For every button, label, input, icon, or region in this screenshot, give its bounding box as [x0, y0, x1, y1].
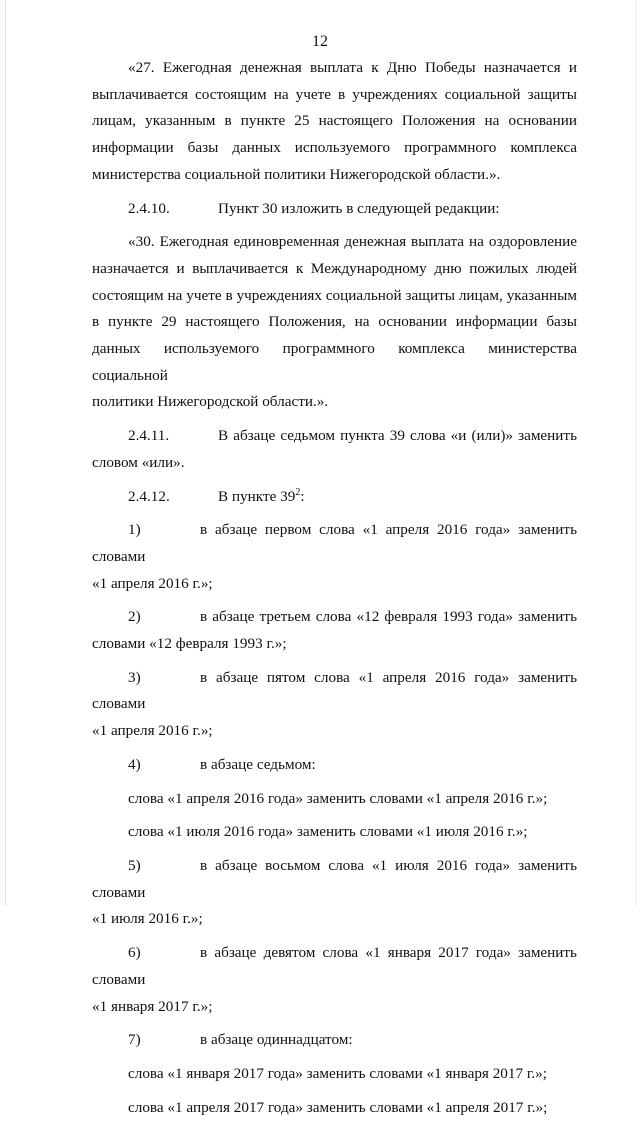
paragraph-item-27	[92, 55, 577, 189]
list-item-1	[92, 517, 577, 597]
list-item-5	[92, 853, 577, 933]
clause-2-4-11	[92, 423, 577, 476]
list-number: 1)	[128, 521, 141, 539]
text-line: назначается и выплачивается к Международному дню пожилых людей	[92, 259, 577, 277]
list-number: 7)	[128, 1031, 141, 1049]
text-line	[92, 940, 577, 993]
clause-number: 2.4.10.	[128, 199, 170, 217]
clause-2-4-10	[92, 196, 577, 223]
list-item-4	[92, 752, 577, 779]
list-text: в абзаце первом слова «1 апреля 2016 года» заменить словами	[92, 521, 577, 565]
sub-item: слова «1 января 2017 года» заменить словами «1 января 2017 г.»;	[128, 1064, 547, 1082]
sub-item: слова «1 апреля 2016 года» заменить словами «1 апреля 2016 г.»;	[128, 789, 548, 807]
sub-item: слова «1 июля 2016 года» заменить словами «1 июля 2016 г.»;	[128, 823, 528, 841]
right-margin-scan-edge	[635, 0, 636, 905]
list-item-7	[92, 1027, 577, 1054]
text-line: данных используемого программного комплекса министерства социальной	[92, 340, 577, 384]
text-line	[92, 423, 577, 450]
clause-2-4-12	[92, 484, 577, 511]
text-line	[92, 517, 577, 570]
text-line: информации базы данных используемого программного комплекса	[92, 139, 577, 157]
clause-number: 2.4.11.	[128, 427, 170, 445]
list-text: в абзаце третьем слова «12 февраля 1993 года» заменить	[200, 608, 577, 626]
page-number: 12	[312, 33, 328, 50]
text-line: «1 апреля 2016 г.»;	[92, 722, 213, 740]
text-line: «1 апреля 2016 г.»;	[92, 574, 213, 592]
text-line: «1 июля 2016 г.»;	[92, 910, 203, 928]
list-number: 2)	[128, 608, 141, 626]
text-line: «1 января 2017 г.»;	[92, 997, 213, 1015]
text-line	[92, 604, 577, 631]
list-text: в абзаце пятом слова «1 апреля 2016 года» заменить словами	[92, 668, 577, 713]
text-line: «27. Ежегодная денежная выплата к Дню Победы назначается и	[128, 59, 577, 76]
list-number: 5)	[128, 856, 141, 874]
text-line: словом «или».	[92, 453, 185, 471]
list-number: 3)	[128, 668, 141, 686]
clause-text: Пункт 30 изложить в следующей редакции:	[218, 199, 500, 217]
text-line: состоящим на учете в учреждениях социальной защиты лицам, указанным	[92, 286, 577, 304]
text-line: «30. Ежегодная единовременная денежная выплата на оздоровление	[128, 233, 577, 251]
sub-item: слова «1 апреля 2017 года» заменить словами «1 апреля 2017 г.»;	[128, 1098, 548, 1116]
list-text: в абзаце восьмом слова «1 июля 2016 года» заменить словами	[92, 856, 577, 901]
text-line	[92, 665, 577, 718]
list-number: 4)	[128, 755, 141, 773]
text-line	[92, 853, 577, 906]
clause-number: 2.4.12.	[128, 487, 170, 505]
list-text: в абзаце седьмом:	[200, 755, 316, 773]
list-item-3	[92, 665, 577, 745]
clause-text: В пункте 39	[218, 487, 296, 505]
list-item-6	[92, 940, 577, 1020]
clause-text-tail: :	[300, 487, 305, 505]
list-item-2	[92, 604, 577, 657]
text-line: в пункте 29 настоящего Положения, на основании информации базы	[92, 313, 577, 331]
text-line: лицам, указанным в пункте 25 настоящего Положения на основании	[92, 112, 577, 130]
left-margin-scan-edge	[5, 0, 6, 905]
superscript: 2	[295, 486, 301, 498]
document-body	[92, 55, 577, 1121]
paragraph-item-30	[92, 229, 577, 416]
text-line: словами «12 февраля 1993 г.»;	[92, 635, 287, 653]
list-number: 6)	[128, 944, 141, 962]
clause-text: В абзаце седьмом пункта 39 слова «и (или)» заменить	[218, 427, 577, 445]
text-line: выплачивается состоящим на учете в учреждениях социальной защиты	[92, 85, 577, 103]
list-text: в абзаце девятом слова «1 января 2017 года» заменить словами	[92, 944, 577, 988]
list-text: в абзаце одиннадцатом:	[200, 1031, 353, 1049]
text-line: министерства социальной политики Нижегородской области.».	[92, 165, 501, 183]
text-line: политики Нижегородской области.».	[92, 393, 329, 411]
